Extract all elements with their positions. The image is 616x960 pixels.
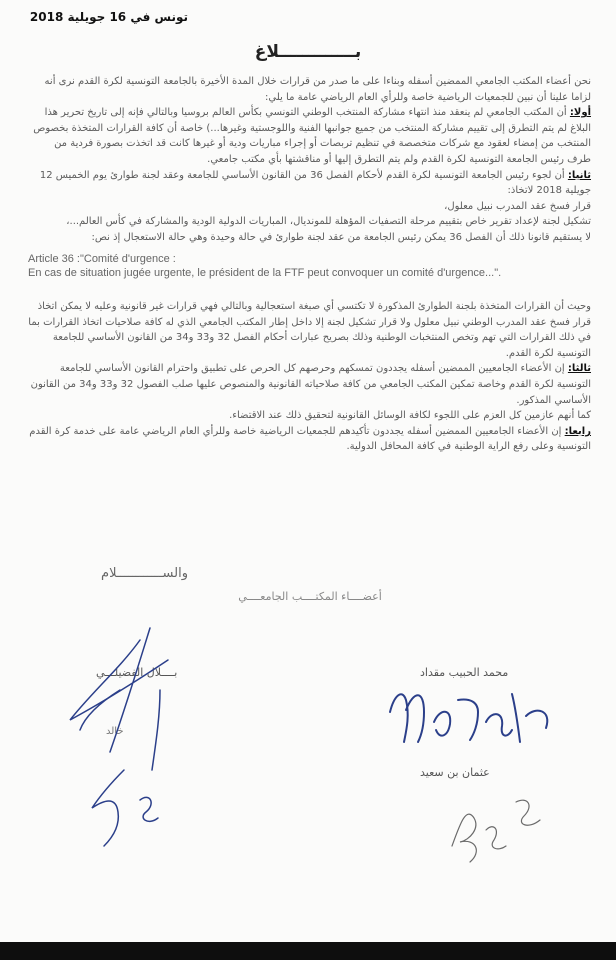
intro-paragraph: نحن أعضاء المكتب الجامعي الممضين أسفله وبناءا على ما صدر من قرارات خلال المدة الأخيرة بالجامعة التونسية لكرة القدم نرى أنه لزاما علينا أن نبين للجمعيات الرياضية خاصة وللرأي العام الرياضي عامة ما يلي:	[44, 76, 591, 103]
point-second-item-1: قرار فسخ عقد المدرب نبيل معلول،	[444, 200, 591, 212]
point-second-item-3: لا يستقيم قانونا ذلك أن الفصل 36 يمكن رئيس الجامعة من عقد لجنة طوارئ في حالة وحيدة وهي حالة الاستعجال إذ نص:	[91, 231, 591, 243]
signatory-name-3: خالد	[106, 726, 124, 737]
signature-initials	[452, 800, 540, 862]
point-third-label: ثالثا:	[567, 363, 591, 375]
point-fourth-label: رابعا:	[564, 425, 591, 437]
closing-salam: والســــــــــــلام	[101, 566, 188, 581]
document-date: تونس في 16 جويلية 2018	[29, 10, 188, 24]
signatory-name-1: بــــلال الفضيلـــي	[96, 666, 178, 679]
point-first-label: أولا:	[569, 107, 591, 119]
signatory-name-4: عثمان بن سعيد	[420, 766, 490, 779]
point-second-item-2: تشكيل لجنة لإعداد تقرير خاص بتقييم مرحلة التصفيات المؤهلة للمونديال، المباريات الدولية الودية والمشاركة في كأس العالم...،	[66, 216, 591, 228]
signatory-name-2: محمد الحبيب مقداد	[420, 666, 509, 679]
article-heading: Article 36 :"Comité d'urgence :	[28, 252, 176, 265]
bottom-bar	[0, 942, 616, 960]
document-title: بـــــــــــــلاغ	[254, 42, 362, 62]
point-first-text: أن المكتب الجامعي لم ينعقد منذ انتهاء مشاركة المنتخب الوطني التونسي بكأس العالم بروسيا وبالتالي فإنه إلى تاريخ تحرير هذا البلاغ لم يتم التطرق إلى تقييم مشاركة المنتخب من جميع جوانبها الفنية واللوجستية وغيرها...) خاصة أن كافة القرارات المتخذة بخصوص المنتخب من إمضاء لعقود مع شركات متخصصة في تنظيم تربصات أو إجراء مباريات ودية أو غيرها كانت قد اتخذت بصورة فردية من طرف رئيس الجامعة التونسية لكرة القدم ولم يتم التطرق إليها أو مناقشتها بأي مكتب جامعي.	[33, 107, 591, 165]
point-third-note: كما أنهم عازمين كل العزم على اللجوء لكافة الوسائل القانونية لتحقيق ذلك عند الاقتضاء.	[229, 410, 591, 422]
office-members-heading: أعضــــاء المكتــــب الجامعــــي	[238, 590, 382, 603]
paragraph-three: وحيث أن القرارات المتخذة بلجنة الطوارئ المذكورة لا تكتسي أي صبغة استعجالية وبالتالي فهي قرارات غير قانونية وعليه لا يمكن اتخاذ قرار فسخ عقد المدرب الوطني نبيل معلول ولا قرار تشكيل لجنة إلا داخل إطار المكتب الجامعي الذي له كافة صلاحيات اتخاذ القرارات بما في ذلك القرارات التي تهم وتخص المنتخبات الوطنية وذلك بصريح عبارات أحكام الفصل 32 و33 و34 من القانون الأساسي للجامعة التونسية لكرة القدم.	[28, 301, 591, 359]
point-second-label: ثانيا:	[567, 169, 591, 181]
article-quote: En cas de situation jugée urgente, le président de la FTF peut convoquer un comité d'urgence...".	[28, 267, 502, 280]
signature-scribble-2	[92, 770, 158, 846]
point-third-text: إن الأعضاء الجامعيين الممضين أسفله يجددون تمسكهم وحرصهم كل الحرص على تطبيق واحترام القانون الأساسي للجامعة التونسية لكرة القدم وخاصة تمكين المكتب الجامعي من كافة صلاحياته القانونية والمنصوص عليها صلب الفصول 32 و33 و34 من القانون الأساسي المذكور.	[30, 363, 591, 406]
point-fourth-text: إن الأعضاء الجامعيين الممضين أسفله يجددون تأكيدهم للجمعيات الرياضية خاصة وللرأي العام الرياضي عامة على خدمة كرة القدم التونسية وعلى رفع الراية الوطنية في كافة المحافل الدولية.	[29, 425, 591, 453]
point-second-text: أن لجوء رئيس الجامعة التونسية لكرة القدم لأحكام الفصل 36 من القانون الأساسي للجامعة وعقد لجنة طوارئ يوم الخميس 12 جويلية 2018 لاتخاذ:	[39, 169, 591, 197]
signature-scribble-1	[70, 628, 168, 770]
signature-molal	[390, 694, 547, 742]
